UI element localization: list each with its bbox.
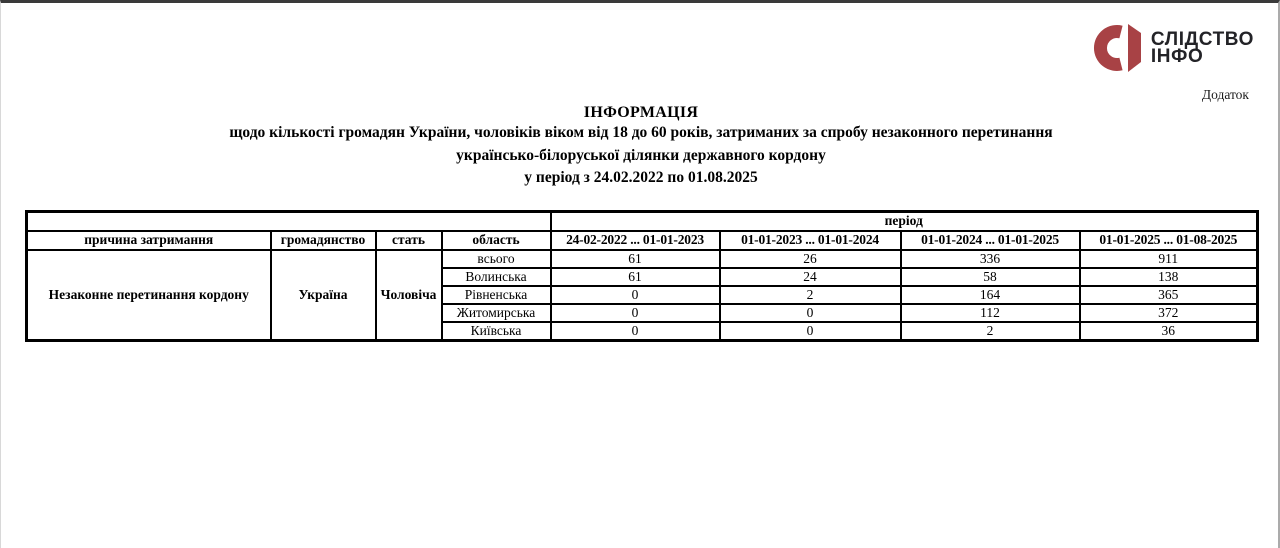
value-cell: 336 bbox=[901, 250, 1080, 268]
value-cell: 365 bbox=[1080, 286, 1258, 304]
slidstvo-info-logo bbox=[1088, 24, 1254, 72]
column-header-period-4: 01-01-2025 ... 01-08-2025 bbox=[1080, 231, 1258, 250]
value-cell: 2 bbox=[720, 286, 901, 304]
value-cell: 26 bbox=[720, 250, 901, 268]
gender-cell: Чоловіча bbox=[376, 250, 442, 341]
value-cell: 61 bbox=[551, 250, 720, 268]
value-cell: 24 bbox=[720, 268, 901, 286]
document-subtitle-line2: українсько-білоруської ділянки державного кордону bbox=[456, 146, 826, 164]
column-header-region: область bbox=[442, 231, 551, 250]
brand-name-line2: ІНФО bbox=[1150, 46, 1204, 67]
region-cell: всього bbox=[442, 250, 551, 268]
column-header-cause: причина затримання bbox=[27, 231, 271, 250]
value-cell: 61 bbox=[551, 268, 720, 286]
table-row-period bbox=[27, 212, 1258, 231]
value-cell: 0 bbox=[551, 304, 720, 322]
annex-label: Додаток bbox=[1201, 87, 1249, 102]
document-subtitle-line3: у період з 24.02.2022 по 01.08.2025 bbox=[524, 169, 758, 186]
region-cell: Київська bbox=[442, 322, 551, 341]
region-cell: Житомирська bbox=[442, 304, 551, 322]
value-cell: 164 bbox=[901, 286, 1080, 304]
document-subtitle-line1: щодо кількості громадян України, чоловіків віком від 18 до 60 років, затриманих за спробу незаконного перетинання bbox=[229, 124, 1053, 141]
region-cell: Рівненська bbox=[442, 286, 551, 304]
value-cell: 2 bbox=[901, 322, 1080, 341]
value-cell: 0 bbox=[551, 322, 720, 341]
cause-cell: Незаконне перетинання кордону bbox=[27, 250, 271, 341]
empty-corner-cell bbox=[27, 212, 551, 231]
value-cell: 0 bbox=[720, 322, 901, 341]
data-table bbox=[25, 210, 1259, 342]
value-cell: 36 bbox=[1080, 322, 1258, 341]
brand-name bbox=[1150, 28, 1254, 67]
citizenship-cell: Україна bbox=[271, 250, 376, 341]
column-header-period-2: 01-01-2023 ... 01-01-2024 bbox=[720, 231, 901, 250]
si-logo-icon bbox=[1088, 24, 1142, 72]
period-header-cell: період bbox=[551, 212, 1258, 231]
brand-name-line1: СЛІДСТВО bbox=[1150, 28, 1254, 50]
value-cell: 0 bbox=[551, 286, 720, 304]
value-cell: 0 bbox=[720, 304, 901, 322]
value-cell: 138 bbox=[1080, 268, 1258, 286]
table-row-headers bbox=[27, 231, 1258, 250]
column-header-period-3: 01-01-2024 ... 01-01-2025 bbox=[901, 231, 1080, 250]
column-header-citizenship: громадянство bbox=[271, 231, 376, 250]
value-cell: 58 bbox=[901, 268, 1080, 286]
column-header-gender: стать bbox=[376, 231, 442, 250]
table-row bbox=[27, 250, 1258, 268]
value-cell: 911 bbox=[1080, 250, 1258, 268]
title-block bbox=[1, 104, 1280, 190]
document-heading: ІНФОРМАЦІЯ bbox=[583, 104, 699, 121]
value-cell: 112 bbox=[901, 304, 1080, 322]
region-cell: Волинська bbox=[442, 268, 551, 286]
column-header-period-1: 24-02-2022 ... 01-01-2023 bbox=[551, 231, 720, 250]
value-cell: 372 bbox=[1080, 304, 1258, 322]
